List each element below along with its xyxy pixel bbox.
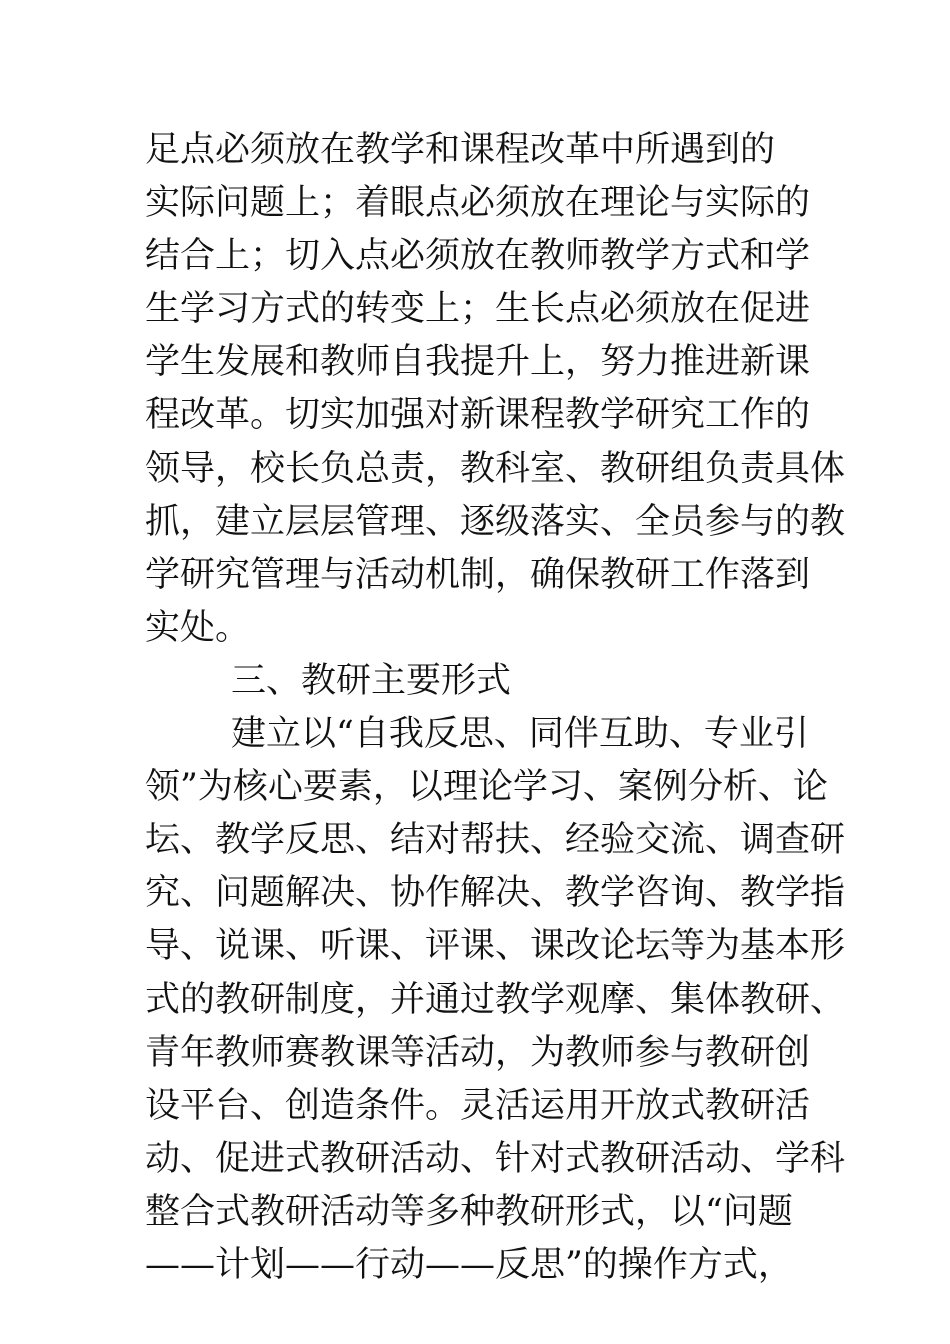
body-line: 程改革。切实加强对新课程教学研究工作的 <box>145 395 811 436</box>
document-body <box>145 124 846 1292</box>
body-line: 式的教研制度，并通过教学观摩、集体教研、 <box>145 979 846 1020</box>
body-line: ——计划——行动——反思”的操作方式， <box>145 1244 793 1285</box>
body-line: 设平台、创造条件。灵活运用开放式教研活 <box>145 1085 811 1126</box>
body-line: 抓，建立层层管理、逐级落实、全员参与的教 <box>145 501 846 542</box>
body-line: 动、促进式教研活动、针对式教研活动、学科 <box>145 1138 846 1179</box>
body-line: 学生发展和教师自我提升上，努力推进新课 <box>145 342 811 383</box>
body-line: 整合式教研活动等多种教研形式，以“问题 <box>145 1191 793 1232</box>
body-line: 领”为核心要素，以理论学习、案例分析、论 <box>145 767 828 808</box>
body-line: 足点必须放在教学和课程改革中所遇到的 <box>145 130 776 170</box>
body-line: 实际问题上；着眼点必须放在理论与实际的 <box>145 183 811 224</box>
body-line: 导、说课、听课、评课、课改论坛等为基本形 <box>145 926 846 967</box>
section-heading: 三、教研主要形式 <box>231 660 512 701</box>
body-line: 坛、教学反思、结对帮扶、经验交流、调查研 <box>145 820 846 861</box>
body-line: 生学习方式的转变上；生长点必须放在促进 <box>145 289 811 330</box>
body-line: 结合上；切入点必须放在教师教学方式和学 <box>145 236 811 277</box>
body-line: 实处。 <box>145 607 251 648</box>
body-line: 究、问题解决、协作解决、教学咨询、教学指 <box>145 873 846 914</box>
body-line: 建立以“自我反思、同伴互助、专业引 <box>231 714 809 755</box>
body-line: 青年教师赛教课等活动，为教师参与教研创 <box>145 1032 811 1073</box>
body-line: 领导，校长负总责，教科室、教研组负责具体 <box>145 448 846 489</box>
body-line: 学研究管理与活动机制，确保教研工作落到 <box>145 554 811 595</box>
